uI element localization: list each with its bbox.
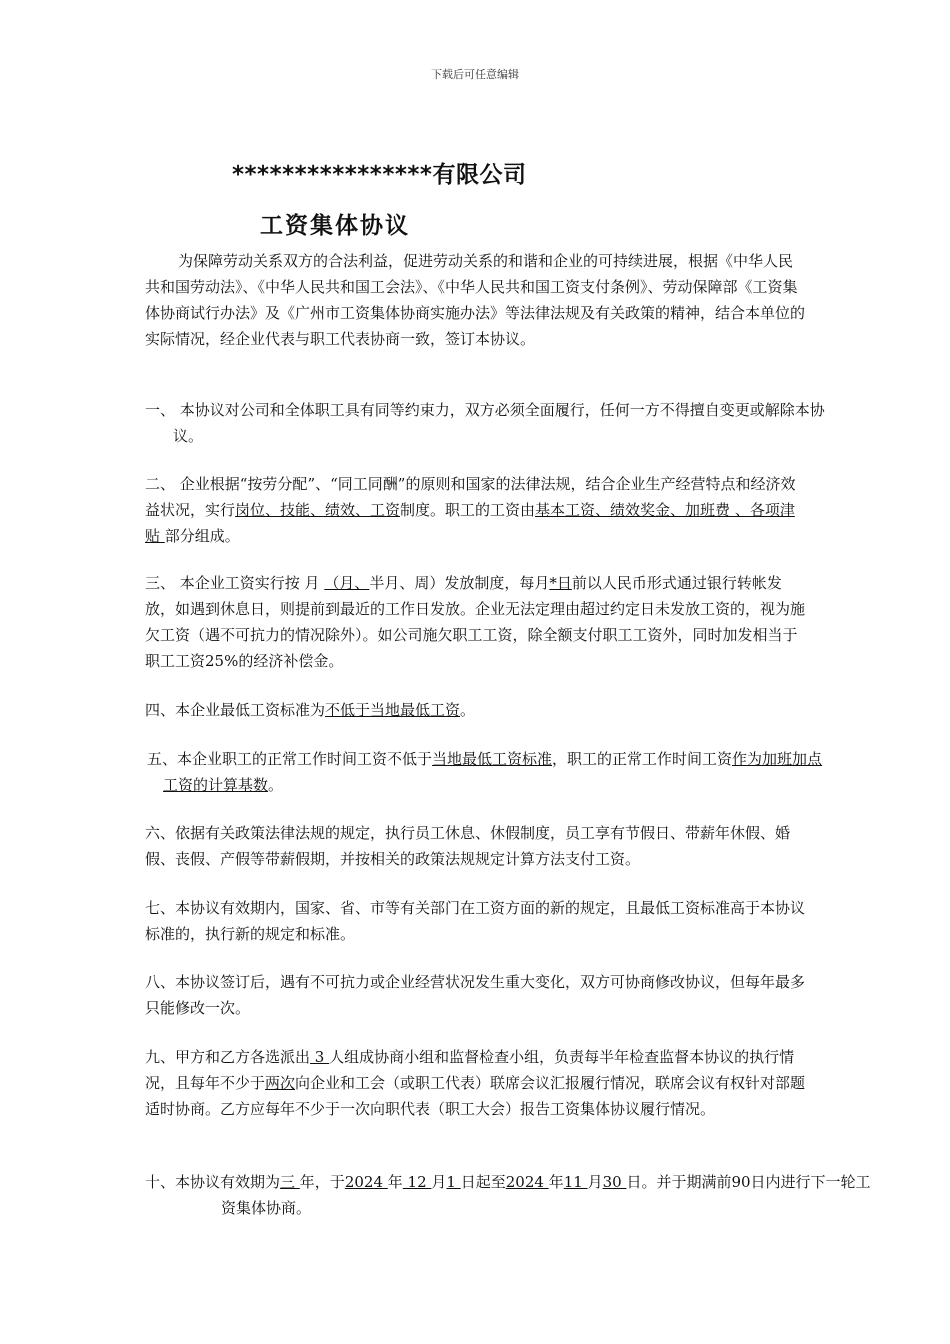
- article-5-local-min-wage: 当地最低工资标准: [432, 750, 553, 768]
- article-2-wage-system: 岗位、技能、绩效、工资: [235, 501, 401, 519]
- article-3: [145, 570, 807, 674]
- article-2-text: 二、 企业根据“按劳分配”、“同工同酬”的原则和国家的法律法规，结合企业生产经营特点和经济效益状况，实行: [145, 475, 796, 519]
- article-6: 六、依据有关政策法律法规的规定，执行员工休息、休假制度，员工享有节假日、带薪年休假、婚假、丧假、产假等带薪假期，并按相关的政策法规规定计算方法支付工资。: [145, 824, 791, 868]
- article-10-text: 年: [548, 1173, 564, 1191]
- article-3-text: 三、 本企业工资实行按 月: [145, 574, 325, 592]
- article-5-overtime-base: 作为加班加点工资的计算基数: [163, 750, 823, 794]
- intro-paragraph: 为保障劳动关系双方的合法利益，促进劳动关系的和谐和企业的可持续进展，根据《中华人民共和国劳动法》、《中华人民共和国工会法》、《中华人民共和国工资支付条例》、劳动保障部《工资集体协商试行办法》及《广州市工资集体协商实施办法》等法律法规及有关政策的精神，结合本单位的实际情况，经企业代表与职工代表协商一致，签订本协议。: [145, 252, 806, 348]
- article-2-wage-components: 基本工资、绩效奖金、加班费 、各项津贴: [145, 501, 795, 545]
- article-4: [145, 697, 807, 723]
- article-9-report-times: 两次: [265, 1074, 296, 1092]
- article-4-min-wage: 不低于当地最低工资: [325, 701, 461, 719]
- article-9: [145, 1044, 807, 1122]
- article-9-text: 人组成协商小组和监督检查小组，负责每半年检查监督本协议的执行情况，且每年不少于: [145, 1048, 795, 1092]
- article-9-text: 九、甲方和乙方各选派出: [145, 1048, 311, 1066]
- article-10-end-year: 2024: [505, 1173, 549, 1191]
- article-7: 七、本协议有效期内，国家、省、市等有关部门在工资方面的新的规定，且最低工资标准高于本协议标准的，执行新的规定和标准。: [145, 899, 806, 943]
- header-note: 下载后可任意编辑: [431, 68, 519, 81]
- article-3-text: 前以人民币形式通过银行转帐发放，如遇到休息日，则提前到最近的工作日发放。企业无法定理由超过约定日未发放工资的，视为施欠工资（遇不可抗力的情况除外）。如公司施欠职工工资，除全额支付职工工资外，同时加发相当于职工工资25%的经济补偿金。: [145, 574, 806, 670]
- article-3-pay-cycle: （月、: [324, 574, 370, 592]
- article-10-start-month: 12: [402, 1173, 432, 1191]
- article-3-text: 半月、周）发放制度，每月: [369, 574, 550, 592]
- article-10-text: 月: [431, 1173, 447, 1191]
- article-4-text: 。: [460, 701, 476, 719]
- article-10-start-year: 2024: [344, 1173, 388, 1191]
- article-2: [145, 471, 807, 549]
- article-1: 一、 本协议对公司和全体职工具有同等约束力，双方必须全面履行，任何一方不得擅自变更或解除本协议。: [145, 401, 825, 445]
- article-5-text: 。: [268, 776, 284, 794]
- article-4-text: 四、本企业最低工资标准为: [145, 701, 326, 719]
- document-title: 工资集体协议: [260, 213, 410, 239]
- article-10-end-day: 30: [602, 1173, 627, 1191]
- article-10-text: 十、本协议有效期为: [145, 1173, 281, 1191]
- article-10-start-day: 1: [446, 1173, 461, 1191]
- article-9-text: 向企业和工会（或职工代表）联席会议汇报履行情况，联席会议有权针对部题适时协商。乙方应每年不少于一次向职代表（职工大会）报告工资集体协议履行情况。: [145, 1074, 806, 1118]
- article-10-term-years: 三: [280, 1173, 300, 1191]
- company-title: ****************有限公司: [232, 162, 527, 188]
- article-2-text: 制度。职工的工资由: [400, 501, 536, 519]
- article-5-text: ，职工的正常工作时间工资: [552, 750, 733, 768]
- article-2-text: 部分组成。: [164, 527, 240, 545]
- article-5: [147, 746, 823, 798]
- article-10-text: 日起至: [460, 1173, 506, 1191]
- article-10-text: 年: [387, 1173, 403, 1191]
- article-10-text: 月: [587, 1173, 603, 1191]
- article-10-end-month: 11: [563, 1173, 588, 1191]
- article-5-text: 五、本企业职工的正常工作时间工资不低于: [147, 750, 433, 768]
- article-8: 八、本协议签订后，遇有不可抗力或企业经营状况发生重大变化，双方可协商修改协议，但每年最多只能修改一次。: [145, 973, 806, 1017]
- article-10-text: 日。并于期满前90日内进行下一轮工资集体协商。: [221, 1173, 871, 1217]
- article-9-member-count: 3: [310, 1048, 330, 1066]
- article-3-pay-day: *日: [549, 574, 572, 592]
- article-10: [145, 1169, 883, 1221]
- article-10-text: 年，于: [299, 1173, 345, 1191]
